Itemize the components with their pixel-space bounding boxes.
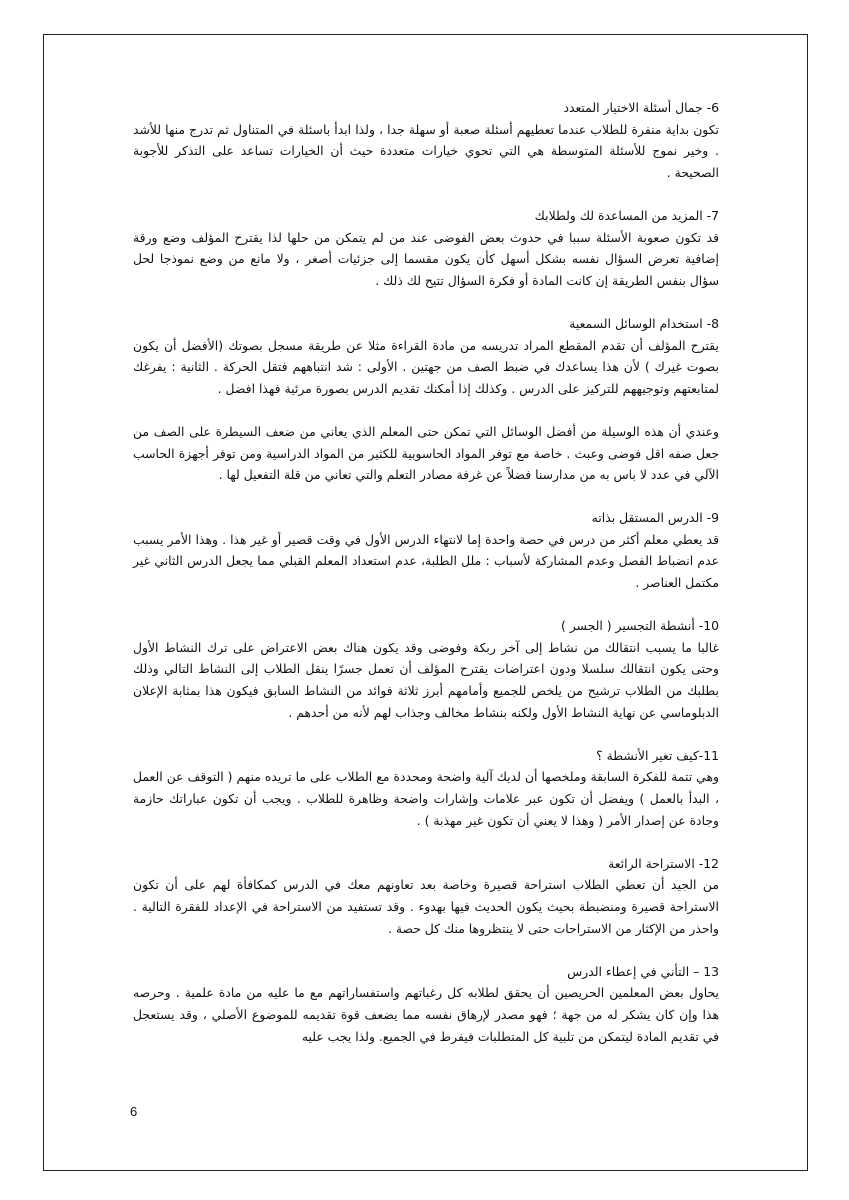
section-paragraph: قد تكون صعوبة الأسئلة سببا في حدوث بعض الفوضى عند من لم يتمكن من حلها لذا يقترح المؤلف وضع ورقة إضافية تعرض السؤال نفسه بشكل أسهل كأن يكون مقسما إلى جزئيات أصغر ، ولا مانع من وضع نموذجا لحل سؤال بنفس الطريقة إن كانت المادة أو فكرة السؤال تتيح لك ذلك . [133,229,719,288]
section-10 [133,615,719,723]
page-number: 6 [130,1104,138,1119]
section-paragraph: تكون بداية منفرة للطلاب عندما تعطيهم أسئلة صعبة أو سهلة جدا ، ولذا ابدأ باسئلة في المتناول ثم تدرج منها للأشد . وخير نموج للأسئلة المتوسطة هي التي تحوي خيارات متعددة حيث أن الخيارات تساعد على التذكر للأجوبة الصحيحة . [133,121,719,180]
section-9 [133,507,719,593]
section-paragraph: يقترح المؤلف أن تقدم المقطع المراد تدريسه من مادة القراءة مثلا عن طريقة مسجل بصوتك (الأفضل أن يكون بصوت غيرك ) لأن هذا يساعدك في ضبط الصف من جهتين . الأولى : شد انتباههم فتقل الحركة . الثانية : يفرغك لمتابعتهم وتوجيههم للتركيز على الدرس . وكذلك إذا أمكنك تقديم الدرس بصورة مرئية فهذا افضل . [133,337,719,396]
section-paragraph: من الجيد أن تعطي الطلاب استراحة قصيرة وخاصة بعد تعاونهم معك في الدرس كمكافأة لهم على أن تكون الاستراحة قصيرة ومنضبطة بحيث يكون الحديث فيها بهدوء . وقد تستفيد من الاستراحة في الإعداد للفقرة التالية . واحذر من الإكثار من الاستراحات حتى لا ينتظروها منك كل حصة . [133,877,719,936]
section-8 [133,313,719,486]
section-13 [133,961,719,1047]
section-heading: 8- استخدام الوسائل السمعية [569,315,719,331]
section-paragraph: يحاول بعض المعلمين الحريصين أن يحقق لطلابه كل رغباتهم واستفساراتهم مع ما عليه من مادة علمية . وحرصه هذا وإن كان يشكر له من جهة ؛ فهو مصدر لإرهاق نفسه مما يضعف قوة تقديمه للموضوع الأصلي ، وقد يستعجل في تقديم المادة ليتمكن من تلبية كل المتطلبات فيفرط في الجميع. ولذا يجب عليه [133,985,719,1044]
section-12 [133,853,719,939]
section-paragraph: غالبا ما يسبب انتقالك من نشاط إلى آخر ربكة وفوضى وقد يكون هناك بعض الاعتراض على ترك النشاط الأول وحتى يكون انتقالك سلسلا ودون اعتراضات يقترح المؤلف أن تعمل جسرًا ينقل الطلاب إلى النشاط التالي وذلك بطلبك من الطلاب ترشيح من يلخص للجميع وأمامهم أبرز ثلاثة فوائد من النشاط السابق فيكون هذا بمثابة الإعلان الدبلوماسي عن نهاية النشاط الأول ولكنه بنشاط مخالف وجذاب لهم لأنه من أحدهم . [133,639,719,720]
section-7 [133,205,719,291]
section-heading: 6- جمال أسئلة الاختيار المتعدد [563,100,719,115]
section-paragraph: قد يعطي معلم أكثر من درس في حصة واحدة إما لانتهاء الدرس الأول في وقت قصير أو غير هذا . وهذا الأمر يسبب عدم انضباط الفصل وعدم المشاركة لأسباب : ملل الطلبة، عدم استعداد المعلم القبلي مما يجعل الدرس الثاني غير مكتمل العناصر . [133,531,719,591]
section-heading: 7- المزيد من المساعدة لك ولطلابك [534,207,719,223]
section-paragraph: وعندي أن هذه الوسيلة من أفضل الوسائل التي تمكن حتى المعلم الذي يعاني من ضعف السيطرة على الصف من جعل صفه اقل فوضى وعبث . خاصة مع توفر المواد الحاسوبية للكثير من المواد الدراسية ومن توفر أجهزة الحاسب الآلي في عدد لا باس به من مدارسنا فضلاً عن غرفة مصادر التعلم والتي تعاني من قلة التفعيل لها . [133,423,719,483]
section-6 [133,97,719,183]
section-heading: 10- أنشطة التجسير ( الجسر ) [560,618,719,634]
section-paragraph: وهي تتمة للفكرة السابقة وملخصها أن لديك آلية واضحة ومحددة مع الطلاب على ما تريده منهم ( التوقف عن العمل ، البدأ بالعمل ) ويفضل أن تكون عبر علامات وإشارات واضحة وظاهرة للطلاب . ويجب أن تكون عباراتك حازمة وجادة عن إصدار الأمر ( وهذا لا يعني أن تكون غير مهذبة ) . [133,769,719,828]
section-heading: 12- الاستراحة الرائعة [608,855,719,871]
section-11 [133,745,719,831]
document-body [133,97,719,1069]
section-heading: 11-كيف تغير الأنشطة ؟ [596,747,719,763]
section-heading: 9- الدرس المستقل بذاته [591,510,719,526]
section-heading: 13 – التأني في إعطاء الدرس [567,963,719,979]
